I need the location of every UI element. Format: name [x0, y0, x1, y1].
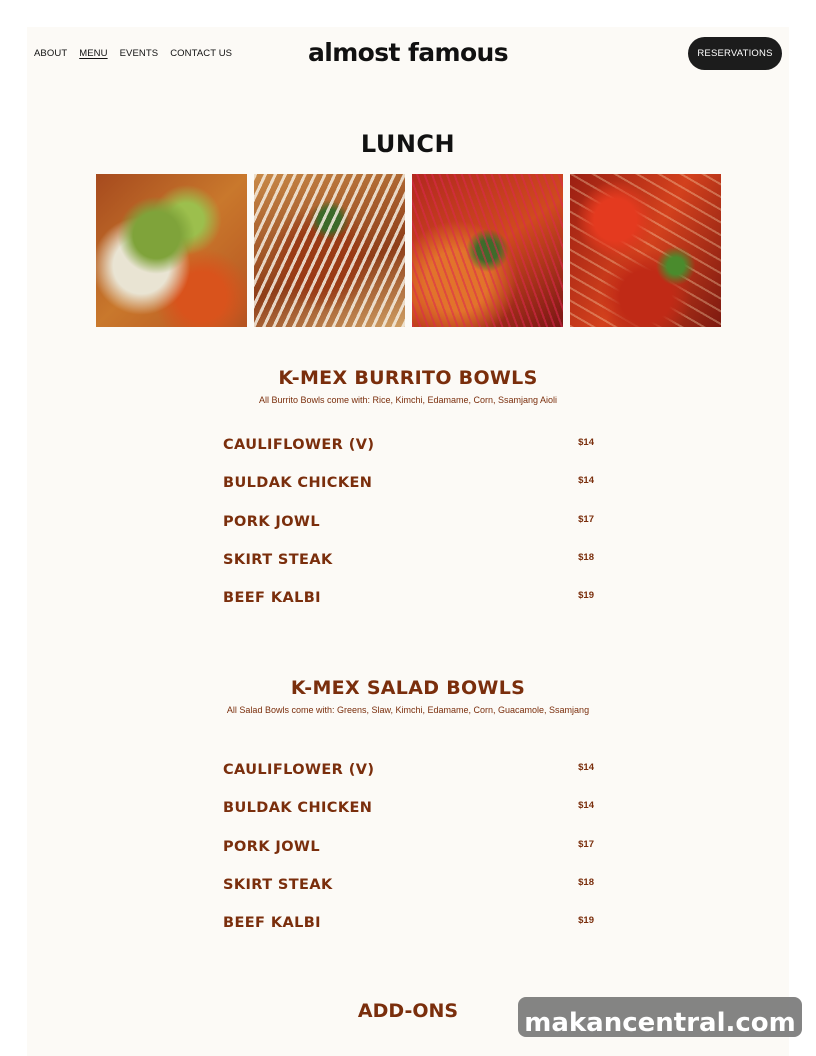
menu-item-price: $14 [578, 800, 594, 812]
main-nav [34, 48, 232, 59]
nav-events[interactable]: EVENTS [119, 48, 159, 59]
menu-item [223, 877, 594, 915]
food-photo-strip [96, 174, 721, 327]
menu-item-name: SKIRT STEAK [223, 551, 333, 568]
add-ons-heading: ADD-ONS [357, 1000, 459, 1022]
menu-item [223, 839, 594, 877]
menu-item [223, 475, 594, 513]
nav-menu[interactable]: MENU [79, 48, 108, 59]
menu-item-name: PORK JOWL [223, 513, 320, 530]
menu-item-price: $17 [578, 838, 594, 850]
menu-item-name: CAULIFLOWER (V) [223, 437, 375, 453]
menu-item [223, 915, 594, 953]
food-photo-1 [96, 174, 247, 327]
menu-item-name: CAULIFLOWER (V) [223, 762, 375, 778]
burrito-bowls-heading: K-MEX BURRITO BOWLS [278, 367, 538, 389]
menu-item [223, 800, 594, 838]
menu-item [223, 514, 594, 552]
menu-item-price: $19 [578, 915, 594, 927]
watermark: makancentral.com [518, 997, 802, 1037]
salad-bowls-description: All Salad Bowls come with: Greens, Slaw, Kimchi, Edamame, Corn, Guacamole, Ssamjang [226, 705, 590, 715]
site-logo[interactable]: almost famous [307, 38, 509, 67]
menu-item-name: PORK JOWL [223, 838, 320, 855]
food-photo-3 [412, 174, 563, 327]
salad-bowls-heading: K-MEX SALAD BOWLS [290, 677, 526, 699]
menu-item [223, 590, 594, 628]
menu-item-name: BULDAK CHICKEN [223, 475, 373, 492]
menu-item-price: $14 [578, 475, 594, 487]
menu-item-name: SKIRT STEAK [223, 876, 333, 893]
menu-item-name: BEEF KALBI [223, 590, 321, 607]
burrito-bowls-description: All Burrito Bowls come with: Rice, Kimchi, Edamame, Corn, Ssamjang Aioli [258, 395, 558, 405]
food-photo-2 [254, 174, 405, 327]
lunch-heading: LUNCH [360, 130, 456, 158]
menu-item-name: BULDAK CHICKEN [223, 800, 373, 817]
menu-item-price: $18 [578, 551, 594, 563]
menu-item-name: BEEF KALBI [223, 915, 321, 932]
menu-item-price: $17 [578, 513, 594, 525]
reservations-button[interactable]: RESERVATIONS [688, 37, 782, 70]
food-photo-4 [570, 174, 721, 327]
menu-item-price: $14 [578, 437, 594, 448]
nav-contact-us[interactable]: CONTACT US [170, 48, 233, 59]
menu-item-price: $14 [578, 762, 594, 773]
menu-item [223, 762, 594, 800]
menu-item [223, 552, 594, 590]
menu-item [223, 437, 594, 475]
burrito-bowls-list [223, 437, 594, 628]
nav-about[interactable]: ABOUT [34, 48, 68, 59]
salad-bowls-list [223, 762, 594, 953]
menu-item-price: $18 [578, 876, 594, 888]
menu-item-price: $19 [578, 590, 594, 602]
